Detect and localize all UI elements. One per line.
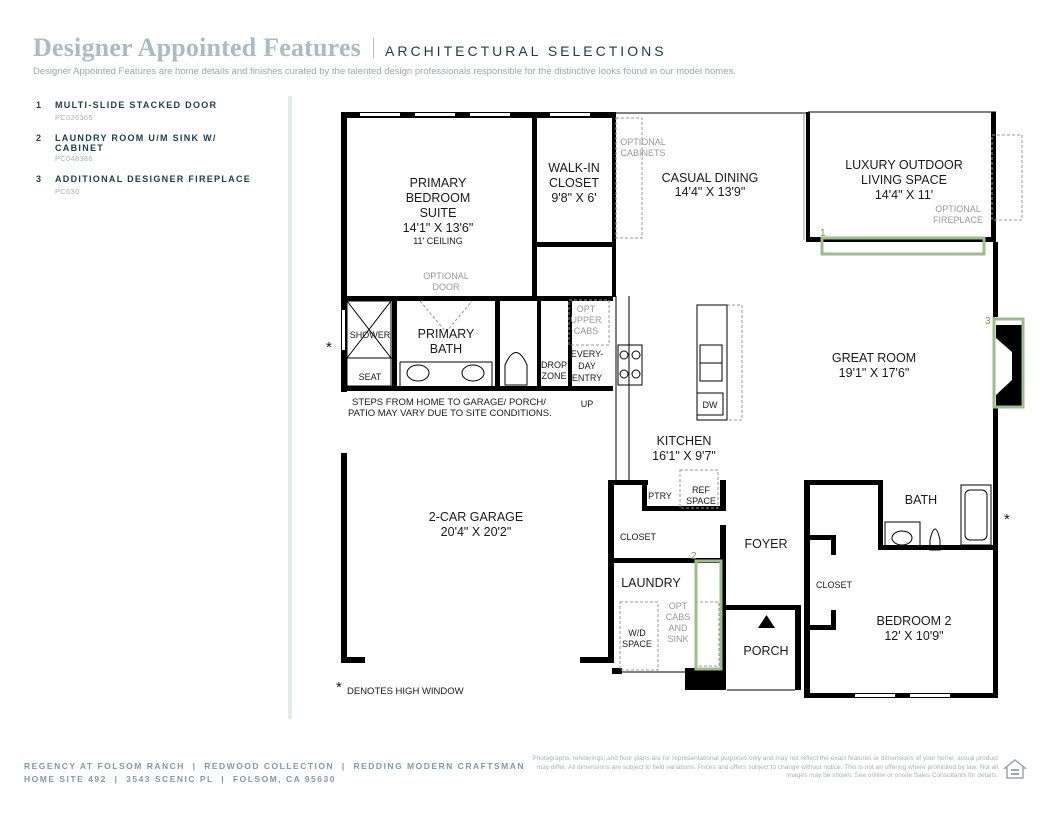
opt-cabs-sink-label-2: CABS: [665, 612, 691, 622]
everyday-entry-label-2: DAY: [578, 361, 596, 371]
primary-bath-label-2: BATH: [429, 342, 463, 356]
primary-suite-note: 11' CEILING: [413, 236, 463, 246]
kitchen-dims: 16'1" X 9'7": [652, 449, 716, 463]
dishwasher-label: DW: [702, 400, 718, 410]
outdoor-label-1: LUXURY OUTDOOR: [845, 158, 963, 172]
feature-number: 3: [36, 174, 43, 184]
feature-list: [36, 100, 276, 207]
seat-label: SEAT: [358, 372, 382, 382]
legend-asterisk: *: [336, 679, 342, 696]
feature-number: 1: [36, 100, 43, 110]
casual-dining-dims: 14'4" X 13'9": [674, 185, 746, 199]
outdoor-label-2: LIVING SPACE: [861, 173, 947, 187]
feature-code: PC048386: [55, 154, 93, 163]
laundry-label: LAUNDRY: [621, 576, 681, 590]
ref-space-label-1: REF: [692, 485, 710, 495]
opt-upper-cabs-label-3: CABS: [573, 326, 599, 336]
outdoor-dims: 14'4" X 11': [874, 188, 934, 202]
walkin-label-1: WALK-IN: [548, 161, 600, 175]
feature-name: LAUNDRY ROOM U/M SINK W/ CABINET: [55, 133, 217, 153]
feature-item: [36, 100, 276, 122]
page-title: Designer Appointed Features: [33, 33, 362, 62]
feature-item: [36, 133, 276, 163]
closet-label: CLOSET: [619, 532, 657, 542]
primary-suite-label-3: SUITE: [419, 206, 457, 220]
pantry-label: PTRY: [648, 491, 672, 501]
bedroom2-label: BEDROOM 2: [876, 614, 952, 628]
floor-plan: [300, 95, 1040, 715]
opt-cabs-sink-label-3: AND: [668, 623, 688, 633]
feature-item: [36, 174, 276, 196]
footer-disclaimer: Photographs, renderings, and floor plans are for representational purposes only and may not reflect the exact features or dimensions of your home; actual product may differ. All dimensions are subject to field variations. Prices and offers subject to change without notice. This is not an offering where prohibited by law. Not all images may be shown. See online or onsite Sales Consultants for details.: [532, 755, 998, 779]
primary-suite-dims: 14'1" X 13'6": [402, 221, 474, 235]
high-window-asterisk: *: [326, 339, 332, 356]
great-room-dims: 19'1" X 17'6": [838, 366, 910, 380]
steps-note-line-1: STEPS FROM HOME TO GARAGE/ PORCH/: [352, 397, 546, 408]
equal-housing-icon: [1003, 758, 1027, 782]
marker-1: 1: [820, 228, 826, 239]
feature-number: 2: [36, 133, 43, 143]
feature-code: PC026365: [55, 113, 93, 122]
wd-space-label-1: W/D: [628, 628, 646, 638]
primary-bath-label-1: PRIMARY: [417, 327, 475, 341]
optional-cabinets-label-2: CABINETS: [620, 148, 666, 158]
feature-code: PC630: [55, 187, 80, 196]
panel-divider: [288, 96, 292, 719]
everyday-entry-label-3: ENTRY: [571, 373, 603, 383]
primary-suite-label-2: BEDROOM: [405, 191, 471, 205]
opt-cabs-sink-label-4: SINK: [667, 634, 689, 644]
footer-line-2: HOME SITE 492 | 3543 SCENIC PL | FOLSOM, CA 95630: [24, 774, 336, 784]
closet2-label: CLOSET: [815, 580, 853, 590]
feature-name: MULTI-SLIDE STACKED DOOR: [55, 100, 218, 110]
kitchen-label: KITCHEN: [656, 434, 712, 448]
garage-dims: 20'4" X 20'2": [440, 525, 512, 539]
foyer-label: FOYER: [744, 537, 788, 551]
great-room-label: GREAT ROOM: [831, 351, 917, 365]
drop-zone-label-1: DROP: [540, 360, 568, 370]
optional-fireplace-label-1: OPTIONAL: [935, 204, 981, 214]
primary-suite-label-1: PRIMARY: [409, 176, 467, 190]
up-label: UP: [580, 399, 594, 409]
marker-3: 3: [985, 316, 991, 327]
wd-space-label-2: SPACE: [622, 639, 652, 649]
page-subtitle: ARCHITECTURAL SELECTIONS: [385, 43, 667, 59]
high-window-asterisk: *: [1004, 511, 1010, 528]
drop-zone-label-2: ZONE: [541, 371, 567, 381]
optional-fireplace-label-2: FIREPLACE: [932, 215, 984, 225]
optional-door-label-1: OPTIONAL: [423, 271, 469, 281]
marker-2: 2: [691, 551, 697, 562]
porch-label: PORCH: [743, 644, 789, 658]
legend-text: DENOTES HIGH WINDOW: [347, 686, 464, 697]
opt-upper-cabs-label-2: UPPER: [570, 315, 602, 325]
bedroom2-dims: 12' X 10'9": [884, 629, 944, 643]
page-description: Designer Appointed Features are home details and finishes curated by the talented design professionals responsible for the distinctive looks found in our model homes.: [33, 66, 736, 77]
title-divider: [373, 37, 374, 59]
steps-note-line-2: PATIO MAY VARY DUE TO SITE CONDITIONS.: [348, 408, 552, 419]
everyday-entry-label-1: EVERY-: [570, 349, 604, 359]
footer-line-1: REGENCY AT FOLSOM RANCH | REDWOOD COLLECTION | REDDING MODERN CRAFTSMAN: [24, 761, 526, 771]
opt-cabs-sink-label-1: OPT: [668, 601, 688, 611]
bath-label: BATH: [904, 493, 938, 507]
footer-community: [24, 760, 525, 786]
walkin-dims: 9'8" X 6': [551, 191, 597, 205]
ref-space-label-2: SPACE: [686, 496, 716, 506]
optional-cabinets-label-1: OPTIONAL: [620, 137, 666, 147]
walkin-label-2: CLOSET: [548, 176, 600, 190]
feature-name: ADDITIONAL DESIGNER FIREPLACE: [55, 174, 252, 184]
optional-door-label-2: DOOR: [432, 282, 460, 292]
opt-upper-cabs-label-1: OPT: [576, 304, 596, 314]
shower-label: SHOWER: [349, 330, 391, 340]
casual-dining-label: CASUAL DINING: [661, 171, 759, 185]
header: [33, 33, 667, 63]
garage-label: 2-CAR GARAGE: [428, 510, 524, 524]
